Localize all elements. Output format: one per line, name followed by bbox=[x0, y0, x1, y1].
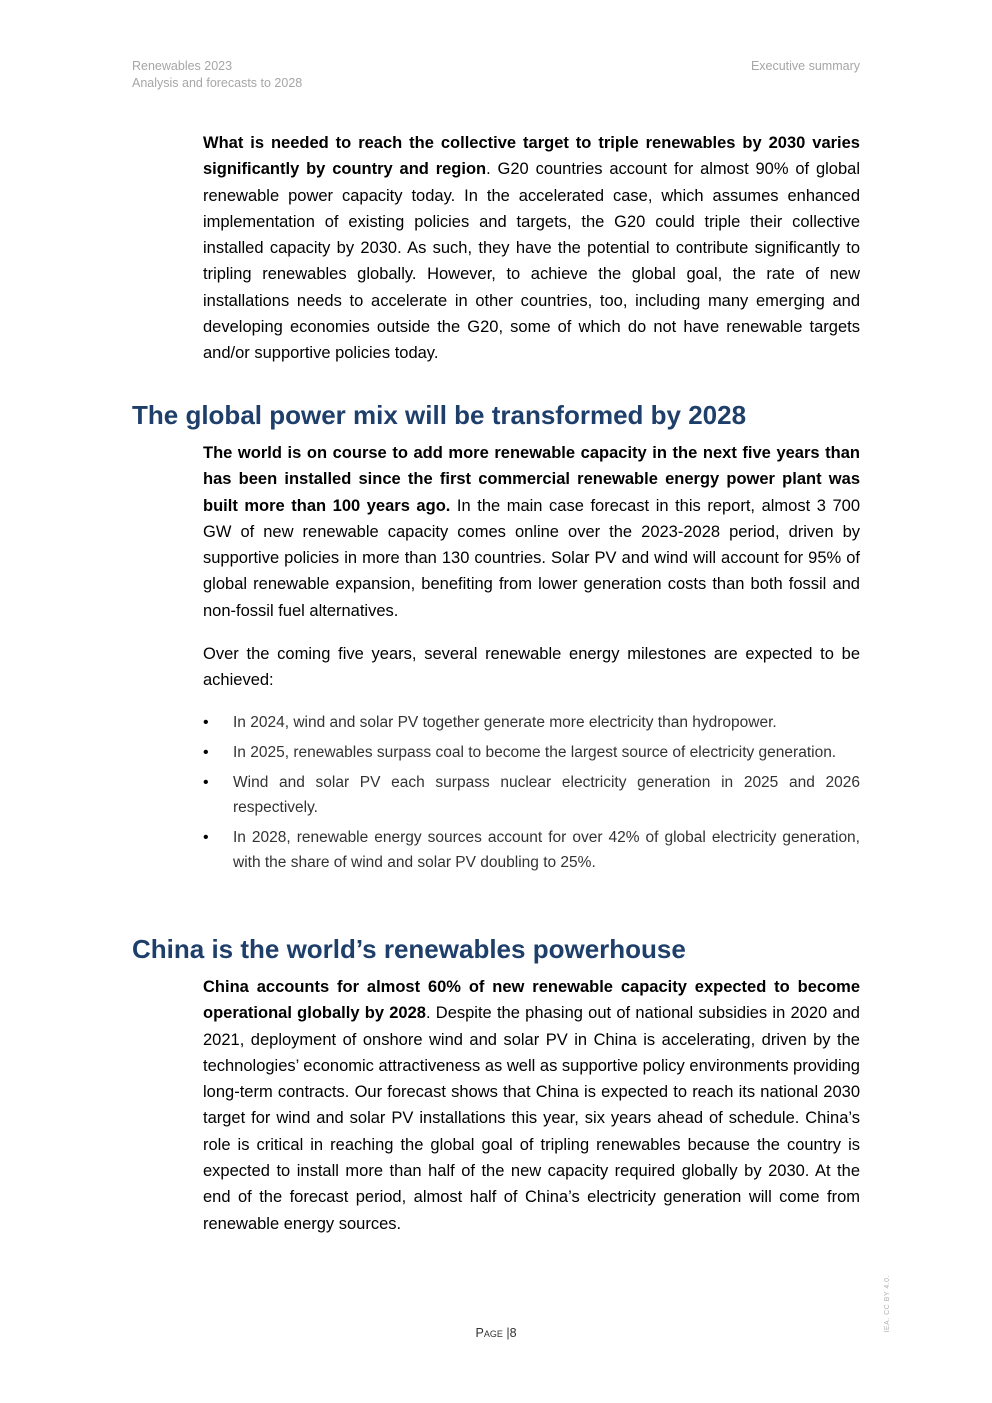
running-header-left bbox=[132, 58, 302, 92]
report-subtitle: Analysis and forecasts to 2028 bbox=[132, 76, 303, 90]
bullet-icon: • bbox=[203, 744, 209, 761]
section-heading-china: China is the world’s renewables powerhouse bbox=[132, 934, 686, 964]
power-mix-paragraph-text: In the main case forecast in this report, almost 3 700 GW of new renewable capacity comes online over the 2023-2028 period, driven by supportive policies in more than 130 countries. Solar PV and wind will account for 95% of global renewable expansion, benefiting from lower generation costs than both fossil and non-fossil fuel alternatives. bbox=[203, 496, 860, 620]
list-item: • In 2024, wind and solar PV together generate more electricity than hydropower. bbox=[203, 710, 860, 735]
china-paragraph-lead: China accounts for almost 60% of new renewable capacity expected to become operational globally by 2028 bbox=[203, 978, 860, 1023]
list-item: • Wind and solar PV each surpass nuclear electricity generation in 2025 and 2026 respectively. bbox=[203, 770, 860, 820]
power-mix-paragraph-lead: The world is on course to add more renewable capacity in the next five years than has been installed since the first commercial renewable energy power plant was built more than 100 years ago. bbox=[203, 444, 860, 515]
bullet-icon: • bbox=[203, 829, 209, 846]
china-paragraph-text: . Despite the phasing out of national subsidies in 2020 and 2021, deployment of onshore wind and solar PV in China is accelerating, driven by the technologies’ economic attractiveness as well as supportive policy environments providing long-term contracts. Our forecast shows that China is expected to reach its national 2030 target for wind and solar PV installations this year, six years ahead of schedule. China’s role is critical in reaching the global goal of tripling renewables because the country is expected to install more than half of the new capacity required globally by 2030. At the end of the forecast period, almost half of China’s electricity generation will come from renewable energy sources. bbox=[203, 1004, 860, 1233]
china-paragraph bbox=[203, 974, 860, 1237]
intro-paragraph-text: . G20 countries account for almost 90% of global renewable power capacity today. In the accelerated case, which assumes enhanced implementation of existing policies and targets, the G20 could triple their collective installed capacity by 2030. As such, they have the potential to contribute significantly to tripling renewables globally. However, to achieve the global goal, the rate of new installations needs to accelerate in other countries, too, including many emerging and developing economies outside the G20, some of which do not have renewable targets and/or supportive policies today. bbox=[203, 160, 860, 363]
intro-paragraph-lead: What is needed to reach the collective target to triple renewables by 2030 varies significantly by country and region bbox=[203, 134, 860, 179]
section-heading-power-mix: The global power mix will be transformed by 2028 bbox=[132, 400, 747, 430]
milestones-list bbox=[203, 710, 860, 880]
page-number: 8 bbox=[509, 1326, 517, 1340]
power-mix-paragraph bbox=[203, 440, 860, 624]
bullet-icon: • bbox=[203, 774, 209, 791]
page-footer bbox=[0, 1326, 992, 1340]
running-header-section: Executive summary bbox=[750, 59, 860, 73]
bullet-icon: • bbox=[203, 714, 209, 731]
license-notice: IEA. CC BY 4.0. bbox=[884, 1275, 891, 1333]
page-separator: | bbox=[506, 1326, 510, 1340]
intro-paragraph bbox=[203, 130, 860, 367]
milestones-intro: Over the coming five years, several renewable energy milestones are expected to be achieved: bbox=[203, 645, 860, 690]
list-item: • In 2025, renewables surpass coal to become the largest source of electricity generation. bbox=[203, 740, 860, 765]
report-title: Renewables 2023 bbox=[132, 59, 233, 73]
list-item: • In 2028, renewable energy sources account for over 42% of global electricity generation, with the share of wind and solar PV doubling to 25%. bbox=[203, 825, 860, 875]
page-label: Page bbox=[475, 1326, 503, 1340]
